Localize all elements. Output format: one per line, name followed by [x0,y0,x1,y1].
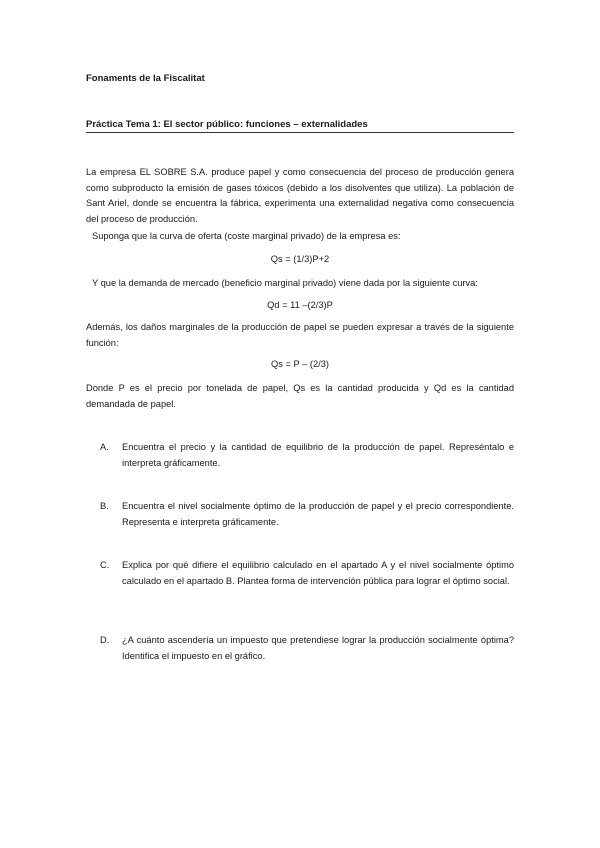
question-text: ¿A cuánto ascendería un impuesto que pretendiese lograr la producción socialmente óptima? Identifica el impuesto en el gráfico. [122,635,514,661]
question-letter: C. [100,560,110,570]
question-text: Encuentra el nivel socialmente óptimo de la producción de papel y el precio correspondiente. Representa e interpreta gráficamente. [122,501,514,527]
question-letter: B. [100,501,109,511]
damage-intro: Además, los daños marginales de la producción de papel se pueden expresar a través de la siguiente función: [86,322,514,348]
practice-title: Práctica Tema 1: El sector público: funciones – externalidades [86,119,368,130]
title-divider [86,132,514,133]
supply-formula: Qs = (1/3)P+2 [270,254,330,264]
question-text: Explica por qué difiere el equilibrio calculado en el apartado A y el nivel socialmente óptimo calculado en el apartado B. Plantea forma de intervención pública para lograr el óptimo social. [122,560,514,586]
supply-intro: Suponga que la curva de oferta (coste marginal privado) de la empresa es: [92,231,401,241]
demand-intro: Y que la demanda de mercado (beneficio marginal privado) viene dada por la siguiente curva: [92,278,478,288]
question-letter: D. [100,635,110,645]
demand-formula: Qd = 11 –(2/3)P [267,300,333,310]
course-title: Fonaments de la Fiscalitat [86,73,205,84]
damage-formula: Qs = P – (2/3) [271,359,329,369]
definitions-paragraph: Donde P es el precio por tonelada de papel, Qs es la cantidad producida y Qd es la cantidad demandada de papel. [86,383,514,409]
intro-paragraph: La empresa EL SOBRE S.A. produce papel y como consecuencia del proceso de producción genera como subproducto la emisión de gases tóxicos (debido a los disolventes que utiliza). La población de Sant Ariel, donde se encuentra la fábrica, experimenta una externalidad negativa como consecuencia del proceso de producción. [86,167,514,224]
question-letter: A. [100,442,109,452]
question-text: Encuentra el precio y la cantidad de equilibrio de la producción de papel. Represéntalo e interpreta gráficamente. [122,442,514,468]
